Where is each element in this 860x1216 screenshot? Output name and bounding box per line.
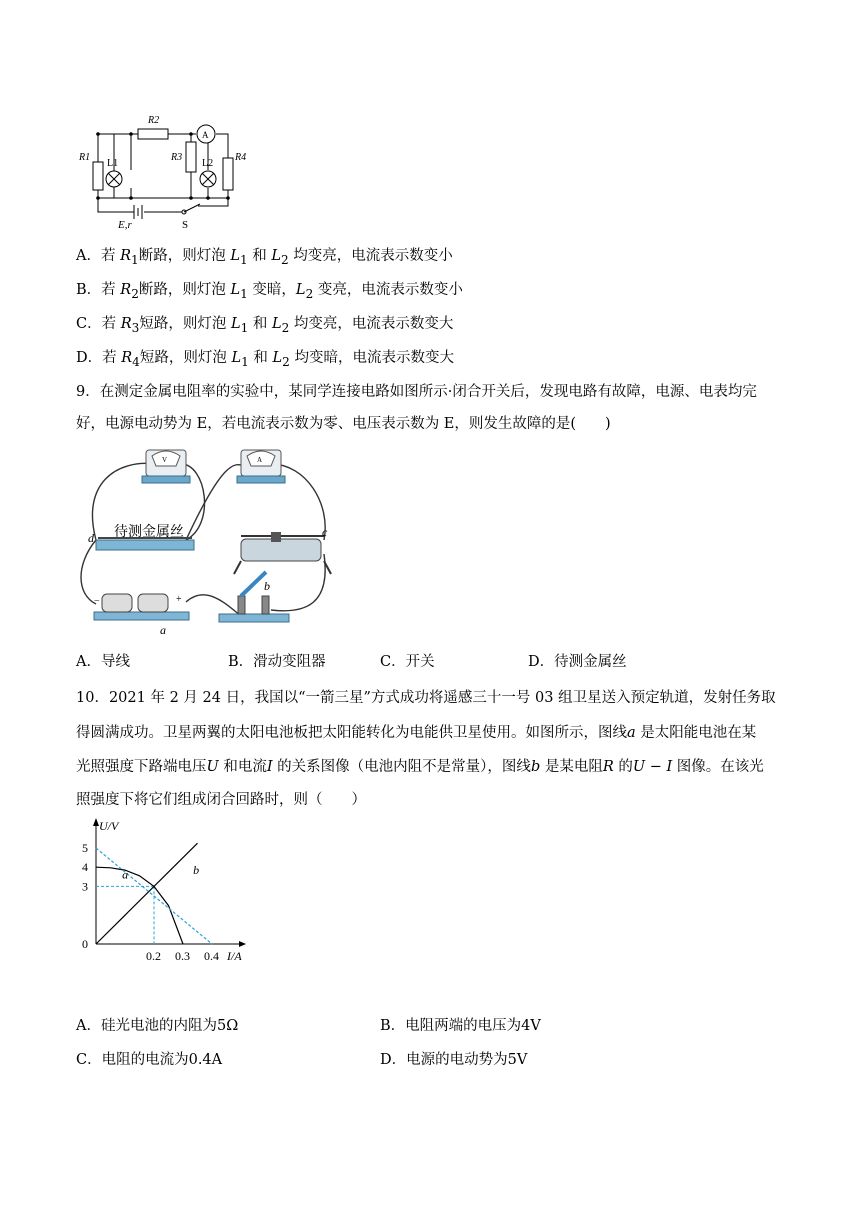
metal-wire-label: 待测金属丝	[114, 525, 184, 540]
x-axis-label: I/A	[227, 949, 242, 963]
q9-stem-line2: 好，电源电动势为 E，若电流表示数为零、电压表示数为 E，则发生故障的是( )	[76, 416, 611, 432]
q10-option-c: C．电阻的电流为0.4A	[76, 1052, 223, 1068]
q9-option-b: B．滑动变阻器	[228, 654, 326, 670]
q8-option-a: A．若 $R_1$断路，则灯泡 $L_1$ 和 $L_2$ 均变亮，电流表示数变小	[76, 248, 453, 267]
rheostat-icon	[234, 532, 331, 574]
q10-option-b: B．电阻两端的电压为4V	[380, 1018, 541, 1034]
svg-text:c: c	[322, 525, 328, 539]
circuit-label: A	[202, 130, 209, 140]
x-axis-arrow	[239, 941, 246, 947]
y-tick-label: 3	[82, 879, 88, 894]
q8-option-c: C．若 $R_3$短路，则灯泡 $L_1$ 和 $L_2$ 均变亮，电流表示数变大	[76, 316, 454, 335]
circuit-label: R4	[235, 152, 247, 163]
u-i-graph	[76, 816, 266, 966]
x-tick-label: 0.3	[175, 949, 190, 963]
circuit-label: L1	[107, 158, 119, 169]
experiment-apparatus	[76, 444, 346, 639]
series-label-b: b	[193, 862, 200, 877]
origin-label: 0	[82, 937, 88, 951]
x-tick-label: 0.2	[146, 949, 161, 963]
q10-stem-line4: 照强度下将它们组成闭合回路时，则（ ）	[76, 792, 366, 808]
q10-stem-line3: 光照强度下路端电压U 和电流I 的关系图像（电池内阻不是常量），图线b 是某电阻R 的U − I 图像。在该光	[76, 759, 764, 775]
q10-stem-line2: 得圆满成功。卫星两翼的太阳电池板把太阳能转化为电能供卫星使用。如图所示，图线a 是太阳能电池在某	[76, 725, 757, 741]
circuit-label: R1	[79, 152, 91, 163]
y-tick-label: 4	[82, 860, 88, 875]
svg-text:a: a	[160, 623, 166, 637]
y-axis-label: U/V	[99, 819, 119, 833]
q10-option-a: A．硅光电池的内阻为5Ω	[76, 1018, 239, 1034]
circuit-label: L2	[202, 158, 214, 169]
svg-text:b: b	[264, 579, 270, 593]
svg-text:d: d	[88, 531, 94, 545]
q10-option-d: D．电源的电动势为5V	[380, 1052, 528, 1068]
q9-option-c: C．开关	[380, 654, 435, 670]
svg-text:−: −	[94, 596, 100, 607]
circuit-diagram-1	[76, 110, 256, 230]
q10-stem-line1: 10．2021 年 2 月 24 日，我国以“一箭三星”方式成功将遥感三十一号 03 组卫星送入预定轨道，发射任务取	[76, 690, 776, 706]
q9-option-a: A．导线	[76, 654, 130, 670]
svg-text:V: V	[162, 456, 168, 464]
q9-option-d: D．待测金属丝	[528, 654, 627, 670]
circuit-label: R3	[171, 152, 183, 163]
y-tick-label: 5	[82, 841, 88, 855]
q8-option-d: D．若 $R_4$短路，则灯泡 $L_1$ 和 $L_2$ 均变暗，电流表示数变大	[76, 350, 454, 369]
series-line	[96, 867, 183, 944]
q8-option-b: B．若 $R_2$断路，则灯泡 $L_1$ 变暗，$L_2$ 变亮，电流表示数变小	[76, 282, 463, 301]
ammeter-icon	[237, 450, 285, 483]
series-line	[96, 843, 198, 944]
svg-text:A: A	[257, 456, 263, 464]
svg-text:+: +	[176, 594, 182, 605]
circuit-label: R2	[148, 115, 160, 126]
circuit-label: E,r	[118, 219, 132, 230]
q9-stem-line1: 9．在测定金属电阻率的实验中，某同学连接电路如图所示·闭合开关后，发现电路有故障，电源、电表均完	[76, 384, 757, 400]
series-label-a: a	[122, 867, 129, 882]
voltmeter-icon	[142, 450, 190, 483]
x-tick-label: 0.4	[204, 949, 219, 963]
circuit-label: S	[182, 219, 189, 230]
